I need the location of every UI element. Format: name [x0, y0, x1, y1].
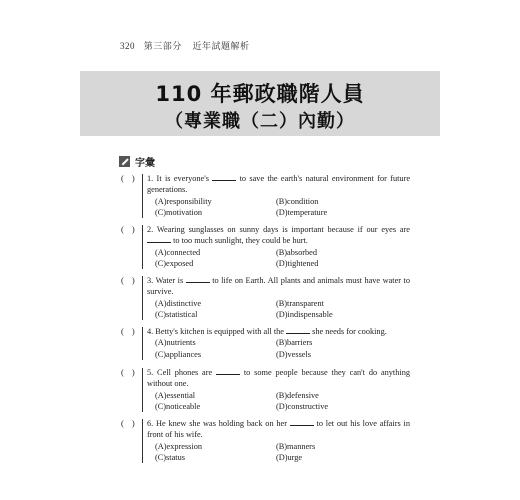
paren-open: (	[121, 224, 124, 234]
answer-blank	[286, 326, 310, 334]
paren-close: )	[131, 224, 135, 234]
stem-text: to let out his love affairs in front of his wife.	[147, 419, 411, 440]
exam-subtitle: （專業職（二）內勤）	[165, 111, 355, 132]
part-label: 第三部分	[143, 41, 182, 51]
option-c: (C)exposed	[155, 258, 194, 268]
option-d: (D)temperature	[276, 207, 328, 217]
question-stem	[147, 418, 410, 441]
option-d: (D)tightened	[276, 258, 319, 268]
stem-text: 1. It is everyone's	[147, 174, 213, 183]
running-head	[120, 39, 250, 52]
question-stem	[147, 275, 410, 298]
question-rule	[142, 276, 143, 320]
option-b: (B)barriers	[276, 338, 313, 348]
question-stem	[147, 224, 410, 247]
option-a: (A)nutrients	[155, 338, 196, 348]
paren-close: )	[131, 173, 135, 183]
question-rule	[142, 327, 143, 360]
question-rule	[142, 174, 143, 218]
option-b: (B)condition	[276, 196, 319, 206]
answer-paren	[121, 173, 139, 183]
option-d: (D)urge	[276, 452, 303, 462]
stem-text: 2. Wearing sunglasses on sunny days is important because if our eyes are	[147, 225, 410, 234]
stem-text: to some people because they can't do anything without one.	[147, 368, 410, 389]
section-heading-label: 字彙	[135, 157, 155, 169]
page-number: 320	[120, 41, 135, 51]
question-rule	[142, 419, 143, 463]
option-a: (A)connected	[155, 247, 201, 257]
question-rule	[142, 368, 143, 412]
answer-paren	[121, 418, 139, 428]
pencil-icon	[119, 156, 130, 167]
stem-text: 4. Betty's kitchen is equipped with all the	[147, 327, 287, 336]
option-a: (A)distinctive	[155, 298, 202, 308]
answer-blank	[147, 235, 171, 243]
paren-open: (	[121, 326, 124, 336]
option-d: (D)constructive	[276, 401, 329, 411]
answer-blank	[216, 367, 240, 375]
option-c: (C)noticeable	[155, 401, 201, 411]
stem-text: to too much sunlight, they could be hurt.	[171, 236, 308, 246]
question-rule	[142, 225, 143, 269]
question-stem	[147, 326, 410, 337]
stem-text: she needs for cooking.	[310, 327, 387, 336]
option-c: (C)status	[155, 452, 185, 462]
stem-text: 3. Water is	[147, 276, 186, 285]
paren-open: (	[121, 173, 124, 183]
option-c: (C)motivation	[155, 207, 203, 217]
answer-blank	[212, 173, 236, 181]
section-heading	[119, 154, 155, 168]
exam-title: 110 年郵政職階人員	[155, 82, 365, 106]
paren-open: (	[121, 418, 124, 428]
option-b: (B)absorbed	[276, 247, 318, 257]
stem-text: 5. Cell phones are	[147, 368, 217, 377]
option-b: (B)manners	[276, 441, 316, 451]
question-stem	[147, 173, 410, 196]
option-b: (B)defensive	[276, 390, 319, 400]
answer-paren	[121, 275, 139, 285]
stem-text: to save the earth's natural environment for future generations.	[147, 174, 411, 195]
paren-close: )	[131, 326, 135, 336]
paren-open: (	[121, 275, 124, 285]
question-stem	[147, 367, 410, 390]
option-c: (C)statistical	[155, 309, 198, 319]
option-a: (A)essential	[155, 390, 196, 400]
option-a: (A)expression	[155, 441, 203, 451]
answer-blank	[186, 275, 210, 283]
section-label-header: 近年試題解析	[192, 41, 250, 51]
answer-paren	[121, 224, 139, 234]
option-b: (B)transparent	[276, 298, 324, 308]
stem-text: 6. He knew she was holding back on her	[147, 419, 290, 428]
paren-close: )	[131, 275, 135, 285]
option-c: (C)appliances	[155, 349, 202, 359]
answer-blank	[290, 418, 314, 426]
answer-paren	[121, 367, 139, 377]
title-band	[80, 71, 440, 136]
paren-open: (	[121, 367, 124, 377]
option-a: (A)responsibility	[155, 196, 212, 206]
answer-paren	[121, 326, 139, 336]
option-d: (D)indispensable	[276, 309, 333, 319]
paren-close: )	[131, 418, 135, 428]
paren-close: )	[131, 367, 135, 377]
option-d: (D)vessels	[276, 349, 312, 359]
stem-text: to life on Earth. All plants and animals must have water to survive.	[147, 276, 410, 297]
